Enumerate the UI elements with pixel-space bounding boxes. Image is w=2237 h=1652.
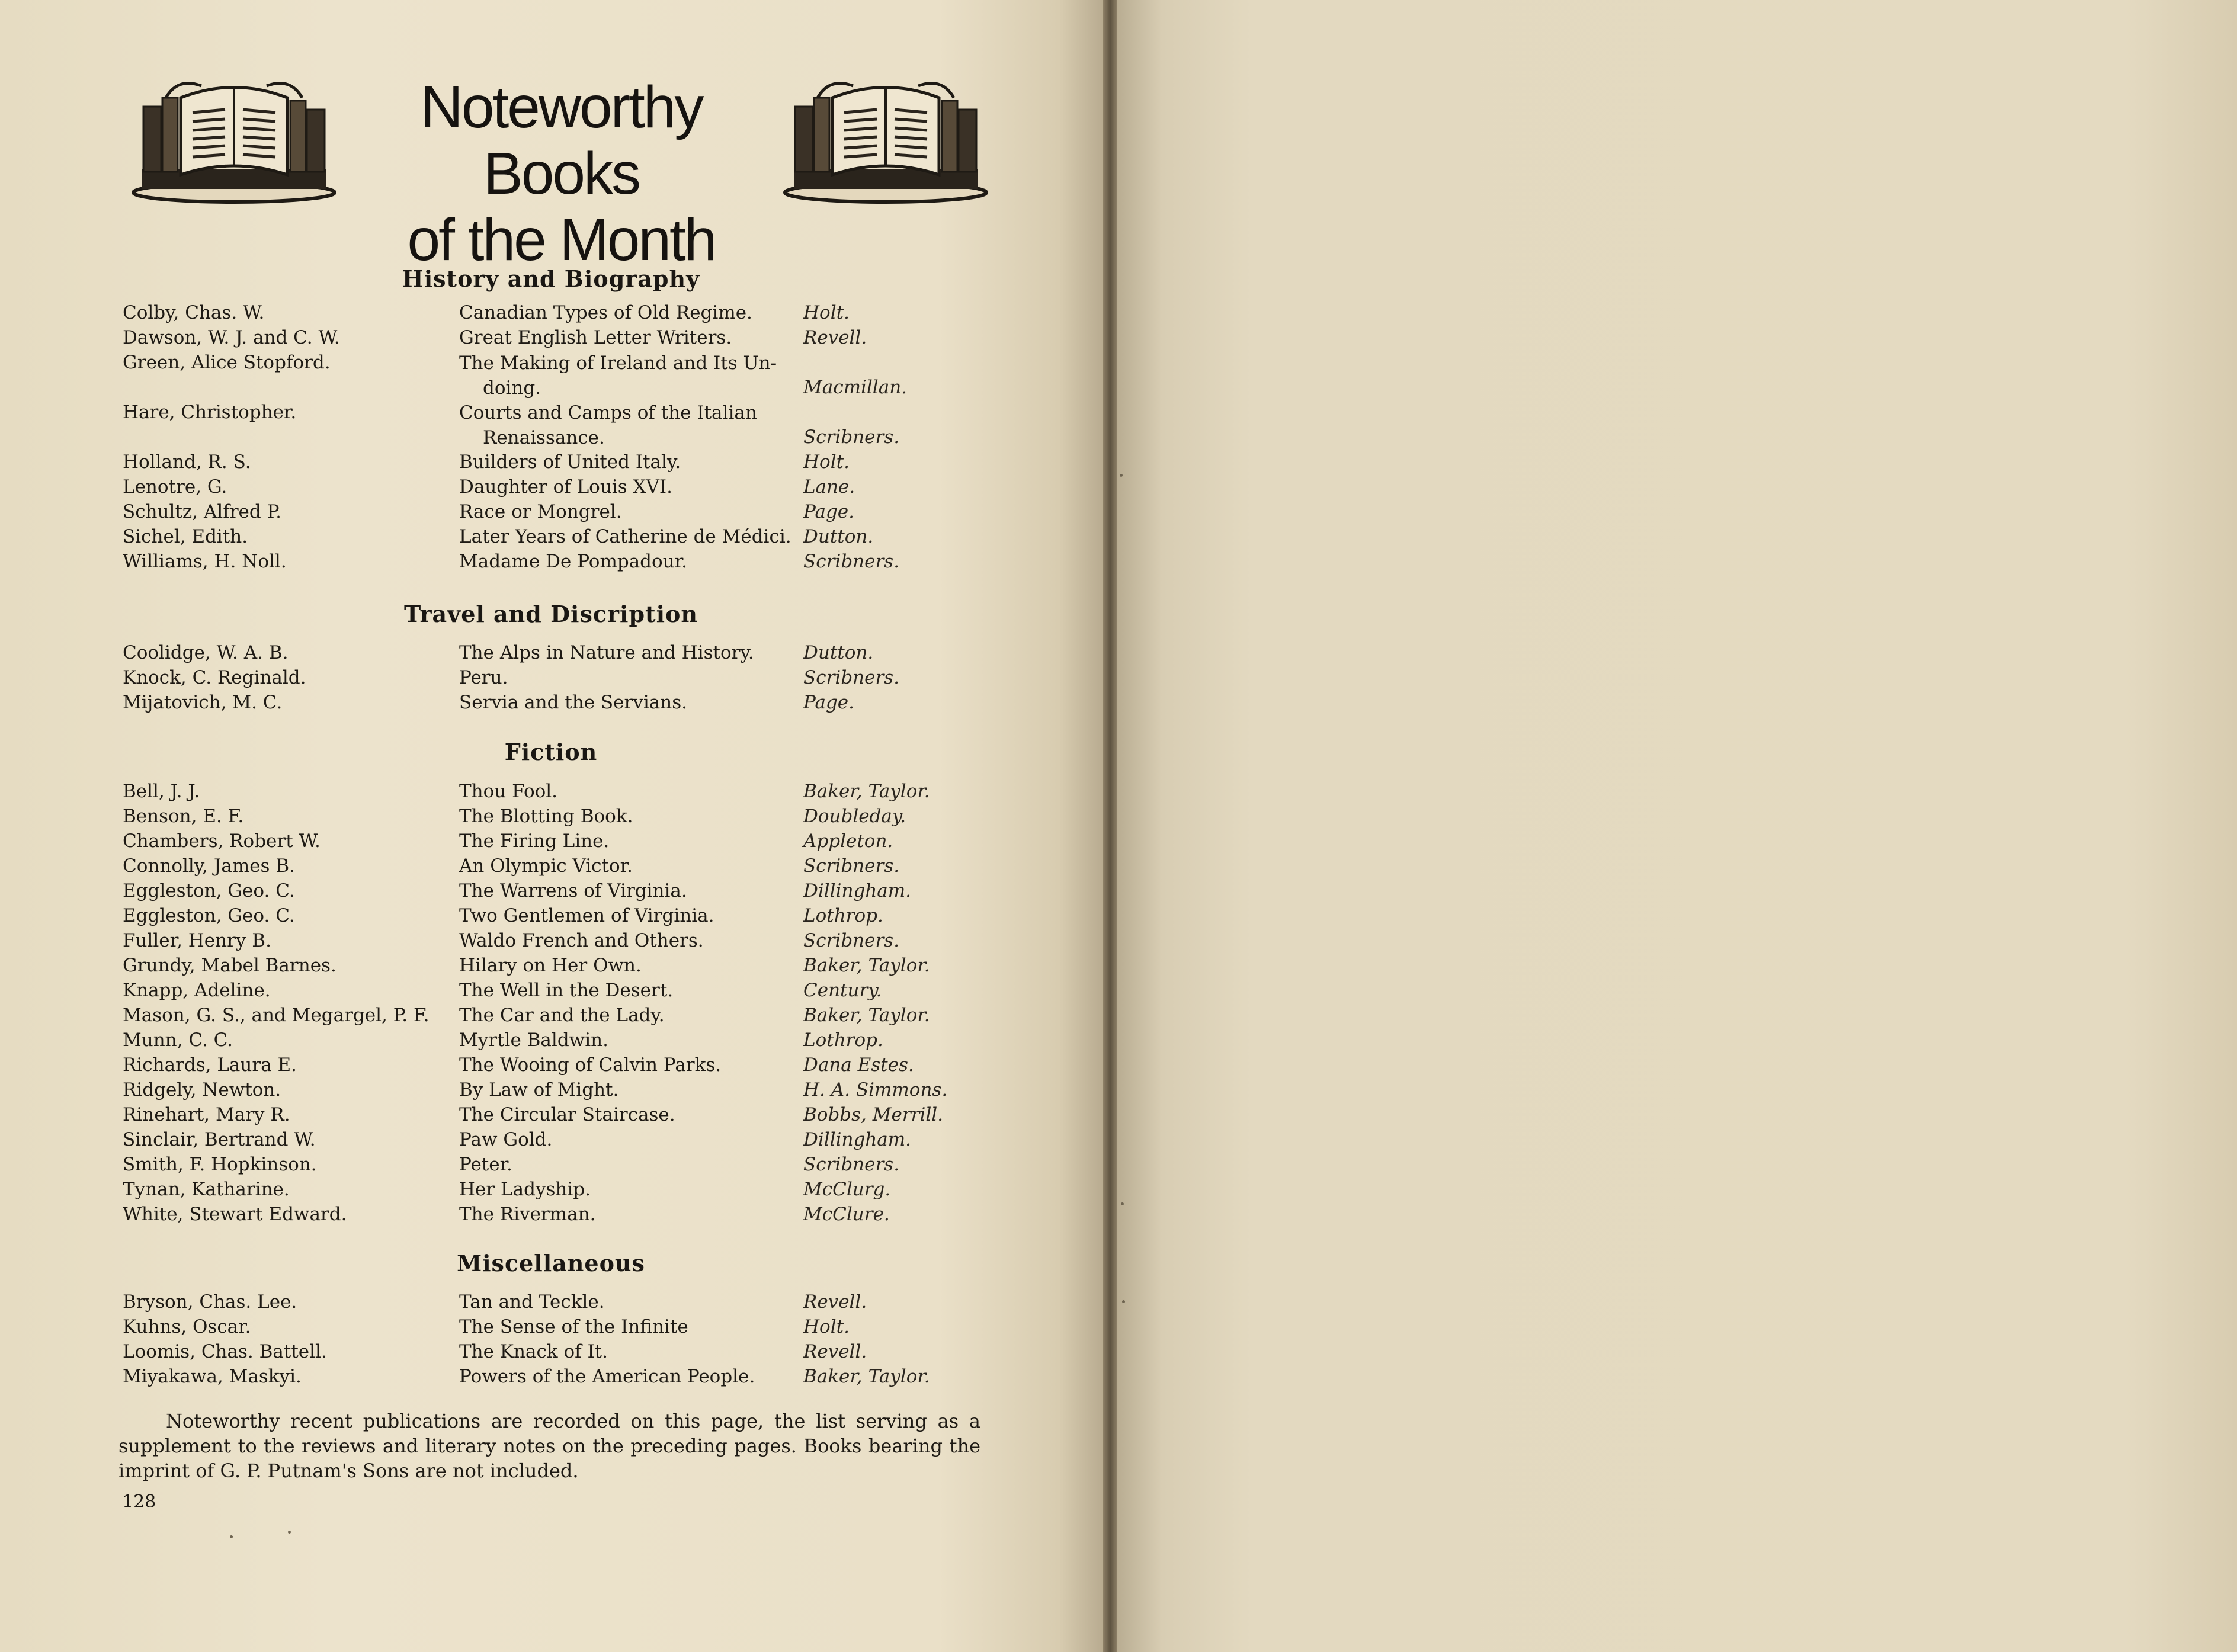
book-title: Waldo French and Others. [459,930,704,951]
book-title: The Wooing of Calvin Parks. [459,1054,722,1076]
section-heading-fiction: Fiction [504,739,598,765]
author: Hare, Christopher. [123,402,297,423]
book-title: The Knack of It. [459,1341,608,1362]
list-item [0,450,1103,476]
publisher: McClurg. [803,1179,891,1200]
author: Connolly, James B. [123,855,295,877]
author: Mijatovich, M. C. [123,692,283,713]
list-item [0,1028,1103,1054]
book-title: Tan and Teckle. [459,1291,605,1313]
list-item [0,804,1103,830]
list-item [0,400,1103,450]
author: Kuhns, Oscar. [123,1316,251,1337]
book-title: Paw Gold. [459,1129,553,1150]
publisher: Holt. [803,302,850,323]
list-item [0,351,1103,400]
paper-speck [1121,1202,1124,1205]
left-page [0,0,1103,1652]
author: Rinehart, Mary R. [123,1104,290,1125]
page-header [130,74,983,273]
author: Eggleston, Geo. C. [123,905,295,926]
list-item [0,854,1103,880]
list-item [0,1153,1103,1179]
publisher: Century. [803,980,882,1001]
book-title: Thou Fool. [459,781,558,802]
list-item [0,525,1103,551]
book-title: Daughter of Louis XVI. [459,476,673,498]
paper-speck [288,1531,291,1534]
publisher: Revell. [803,327,867,348]
section-heading-miscellaneous: Miscellaneous [457,1250,645,1276]
book-title: The Well in the Desert. [459,980,674,1001]
book-title: Great English Letter Writers. [459,327,732,348]
author: Richards, Laura E. [123,1054,297,1076]
list-item [0,929,1103,955]
publisher: H. A. Simmons. [803,1079,948,1101]
author: Tynan, Katharine. [123,1179,290,1200]
author: Holland, R. S. [123,451,251,473]
book-title-line-2: doing. [483,377,541,399]
author: Bryson, Chas. Lee. [123,1291,297,1313]
book-title-line-1: The Making of Ireland and Its Un- [459,352,777,374]
book-title: The Sense of the Infinite [459,1316,688,1337]
publisher: Baker, Taylor. [803,955,930,976]
list-item [0,1103,1103,1129]
author: Sichel, Edith. [123,526,248,547]
list-item [0,500,1103,526]
book-title: Canadian Types of Old Regime. [459,302,752,323]
list-item [0,550,1103,576]
publisher: Scribners. [803,1154,900,1175]
author: Williams, H. Noll. [123,551,287,572]
book-title: Powers of the American People. [459,1366,755,1387]
author: Chambers, Robert W. [123,830,321,852]
right-page-blank [1117,0,2237,1652]
publisher: Macmillan. [803,377,908,398]
publisher: Baker, Taylor. [803,1005,930,1026]
book-title: The Firing Line. [459,830,610,852]
book-title: The Circular Staircase. [459,1104,675,1125]
book-title: The Warrens of Virginia. [459,880,687,902]
author: Colby, Chas. W. [123,302,265,323]
author: Green, Alice Stopford. [123,352,331,373]
publisher: Page. [803,501,854,522]
publisher: Holt. [803,451,850,473]
book-title: By Law of Might. [459,1079,619,1101]
list-item [0,641,1103,667]
list-item [0,1178,1103,1204]
list-item [0,879,1103,905]
list-item [0,954,1103,980]
book-title: Myrtle Baldwin. [459,1029,608,1051]
author: Eggleston, Geo. C. [123,880,295,902]
open-book-shelf-icon [130,74,338,207]
book-title: The Alps in Nature and History. [459,642,754,663]
section-heading-travel-description: Travel and Discription [403,601,698,627]
publisher: Scribners. [803,855,900,877]
publisher: Scribners. [803,551,900,572]
book-title [459,400,803,450]
publisher: Dutton. [803,642,874,663]
publisher: Scribners. [803,667,900,688]
publisher: Holt. [803,1316,850,1337]
publisher: Page. [803,692,854,713]
book-title: Peru. [459,667,508,688]
list-item [0,301,1103,327]
author: White, Stewart Edward. [123,1204,347,1225]
book-title-line-1: Courts and Camps of the Italian [459,402,757,424]
footnote-text: Noteworthy recent publications are recorded on this page, the list serving as a supplement to the reviews and literary notes on the preceding pages. Books bearing the imprint of G. P. Putnam's Sons are not included. [118,1410,980,1482]
list-item [0,475,1103,501]
publisher: Dutton. [803,526,874,547]
publisher: Scribners. [803,426,900,448]
book-title: Builders of United Italy. [459,451,681,473]
open-book-shelf-icon [782,74,989,207]
paper-speck [1120,474,1123,477]
book-title: Peter. [459,1154,512,1175]
publisher: Dillingham. [803,1129,912,1150]
author: Miyakawa, Maskyi. [123,1366,302,1387]
publisher: Dillingham. [803,880,912,902]
publisher: Lothrop. [803,1029,883,1051]
list-item [0,1128,1103,1154]
page-number: 128 [122,1491,156,1512]
list-item [0,326,1103,352]
book-title: Her Ladyship. [459,1179,591,1200]
publisher: Bobbs, Merrill. [803,1104,944,1125]
author: Loomis, Chas. Battell. [123,1341,327,1362]
paper-speck [1122,1300,1125,1303]
publisher: Dana Estes. [803,1054,914,1076]
author: Mason, G. S., and Megargel, P. F. [123,1005,430,1026]
list-item [0,780,1103,806]
publisher: Revell. [803,1341,867,1362]
section-heading-history-biography: History and Biography [402,265,700,292]
author: Dawson, W. J. and C. W. [123,327,340,348]
author: Bell, J. J. [123,781,200,802]
book-title: An Olympic Victor. [459,855,633,877]
title-line-2: of the Month [407,207,716,273]
book-title: Later Years of Catherine de Médici. [459,526,791,547]
list-item [0,1003,1103,1029]
publisher: Doubleday. [803,806,906,827]
publisher: Baker, Taylor. [803,1366,930,1387]
book-title: Hilary on Her Own. [459,955,642,976]
book-title: Madame De Pompadour. [459,551,687,572]
list-item [0,1202,1103,1228]
list-item [0,979,1103,1005]
author: Schultz, Alfred P. [123,501,282,522]
author: Ridgely, Newton. [123,1079,281,1101]
list-item [0,904,1103,930]
publisher: Scribners. [803,930,900,951]
page-title [341,74,782,273]
list-item [0,1340,1103,1366]
author: Grundy, Mabel Barnes. [123,955,336,976]
book-gutter [1103,0,1117,1652]
publisher: Appleton. [803,830,893,852]
author: Knock, C. Reginald. [123,667,306,688]
author: Benson, E. F. [123,806,244,827]
book-title: The Car and the Lady. [459,1005,665,1026]
book-title: Race or Mongrel. [459,501,622,522]
author: Fuller, Henry B. [123,930,271,951]
list-item [0,1078,1103,1104]
author: Coolidge, W. A. B. [123,642,289,663]
list-item [0,691,1103,717]
list-item [0,1290,1103,1316]
author: Lenotre, G. [123,476,227,498]
author: Sinclair, Bertrand W. [123,1129,316,1150]
publisher: Revell. [803,1291,867,1313]
list-item [0,1365,1103,1391]
list-item [0,829,1103,855]
list-item [0,666,1103,692]
list-item [0,1315,1103,1341]
book-title: Two Gentlemen of Virginia. [459,905,714,926]
footnote [118,1409,980,1483]
author: Smith, F. Hopkinson. [123,1154,317,1175]
title-line-1: Noteworthy Books [420,74,703,207]
book-title: The Blotting Book. [459,806,633,827]
publisher: McClure. [803,1204,890,1225]
author: Knapp, Adeline. [123,980,271,1001]
book-title [459,351,803,400]
publisher: Lothrop. [803,905,883,926]
list-item [0,1053,1103,1079]
publisher: Lane. [803,476,855,498]
author: Munn, C. C. [123,1029,233,1051]
book-title-line-2: Renaissance. [483,427,605,448]
book-title: The Riverman. [459,1204,596,1225]
paper-speck [230,1535,233,1538]
book-title: Servia and the Servians. [459,692,687,713]
publisher: Baker, Taylor. [803,781,930,802]
